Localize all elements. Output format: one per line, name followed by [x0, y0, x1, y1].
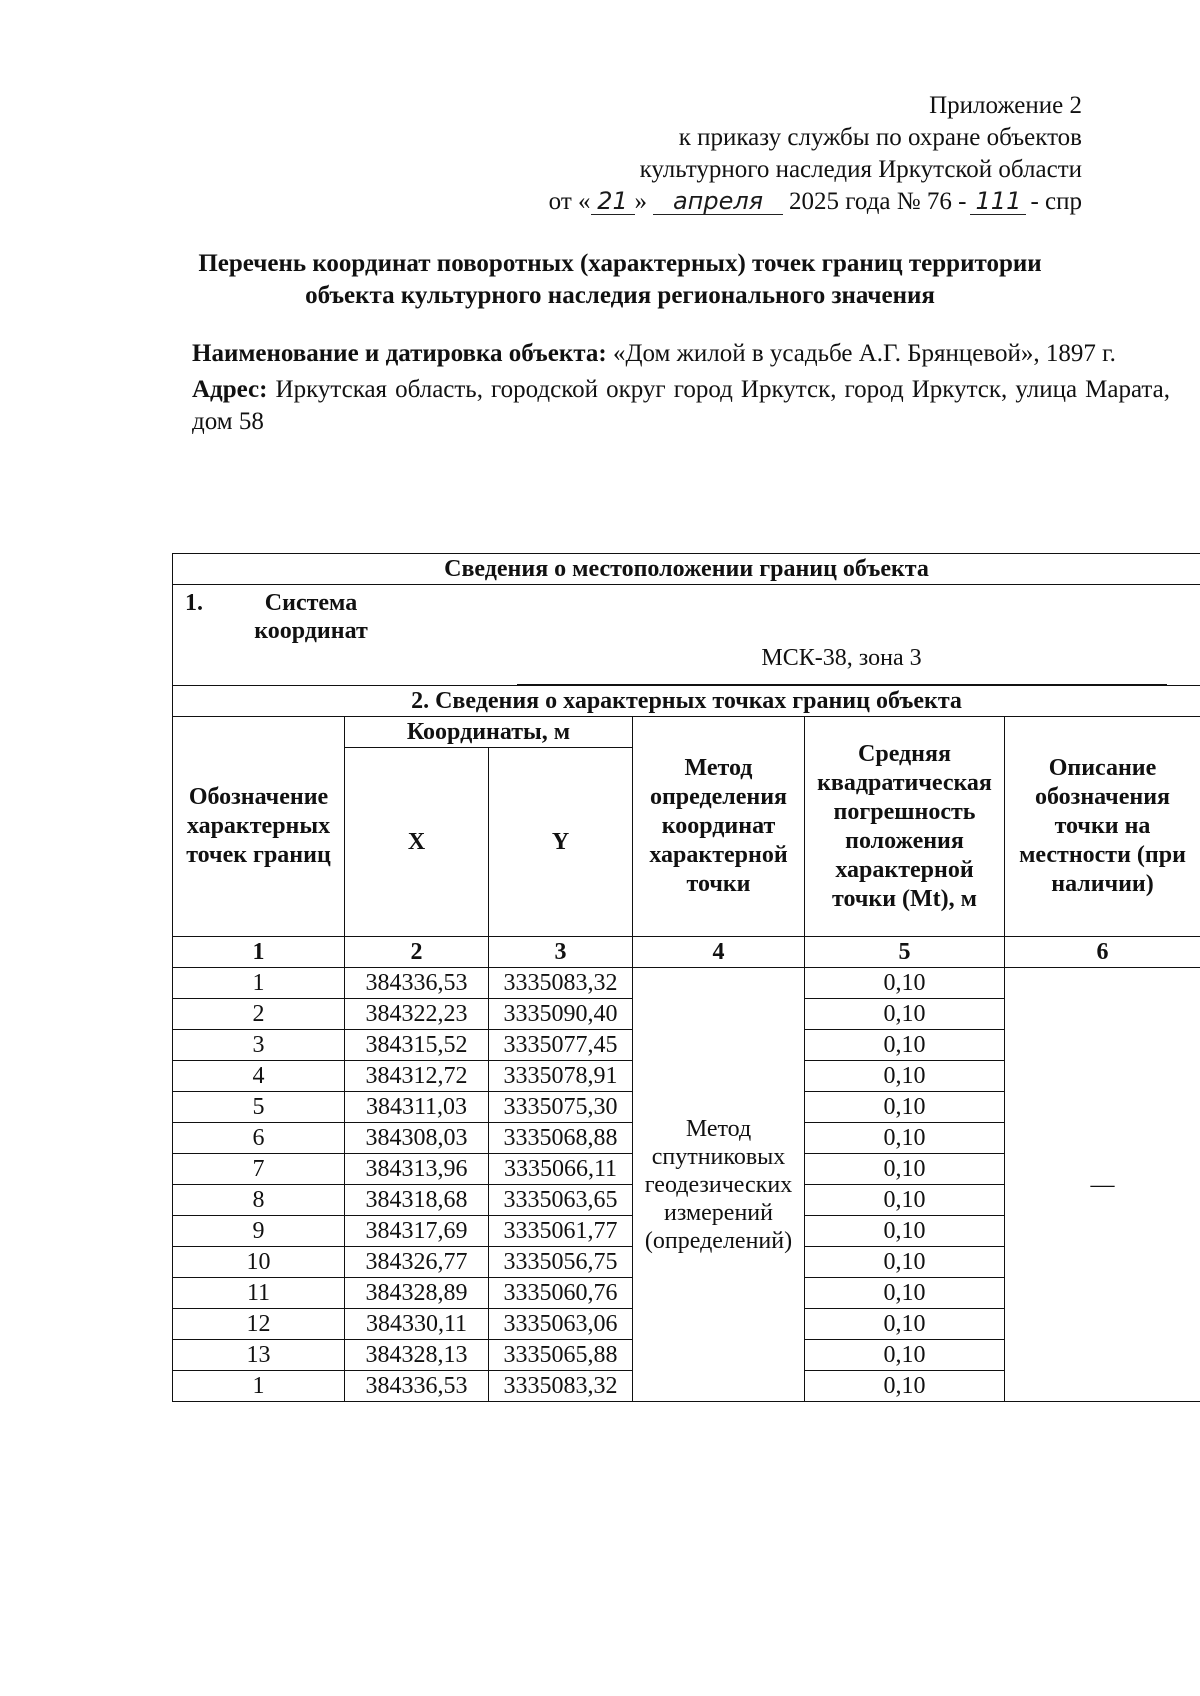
- accuracy-mt: 0,10: [805, 1030, 1005, 1061]
- coordinate-x: 384317,69: [345, 1216, 489, 1247]
- column-number: 5: [805, 937, 1005, 968]
- handwritten-order-number: 111: [970, 188, 1026, 215]
- coordinate-y: 3335090,40: [489, 999, 633, 1030]
- coordinate-x: 384322,23: [345, 999, 489, 1030]
- object-address-label: Адрес:: [192, 376, 268, 403]
- section-location-heading: Сведения о местоположении границ объекта: [173, 554, 1200, 585]
- point-designation: 8: [173, 1185, 345, 1216]
- coordinate-y: 3335078,91: [489, 1061, 633, 1092]
- coordinate-y: 3335083,32: [489, 1371, 633, 1402]
- accuracy-mt: 0,10: [805, 1154, 1005, 1185]
- coordinate-system-number: 1.: [185, 590, 203, 616]
- coordinate-x: 384311,03: [345, 1092, 489, 1123]
- column-numbers-row: [173, 937, 1200, 968]
- header-method: Метод определения координат характерной точки: [633, 717, 805, 937]
- coordinate-system-cell: [173, 585, 1200, 686]
- point-designation: 4: [173, 1061, 345, 1092]
- coordinate-x: 384326,77: [345, 1247, 489, 1278]
- accuracy-mt: 0,10: [805, 1278, 1005, 1309]
- handwritten-day: 21: [591, 188, 635, 215]
- coordinate-system-label: [177, 585, 1196, 645]
- accuracy-mt: 0,10: [805, 1247, 1005, 1278]
- table-row: [173, 968, 1200, 999]
- header-designation: Обозначение характерных точек границ: [173, 717, 345, 937]
- accuracy-mt: 0,10: [805, 1216, 1005, 1247]
- coordinate-y: 3335060,76: [489, 1278, 633, 1309]
- method-cell: Метод спутниковых геодезических измерений (определений): [633, 968, 805, 1402]
- coordinate-x: 384328,13: [345, 1340, 489, 1371]
- point-designation: 13: [173, 1340, 345, 1371]
- coordinates-table: [172, 553, 1200, 1402]
- title-line-1: Перечень координат поворотных (характерных) точек границ территории: [198, 250, 1042, 277]
- coordinate-y: 3335077,45: [489, 1030, 633, 1061]
- point-designation: 7: [173, 1154, 345, 1185]
- coordinate-y: 3335075,30: [489, 1092, 633, 1123]
- accuracy-mt: 0,10: [805, 1309, 1005, 1340]
- appendix-title: Приложение 2: [929, 92, 1082, 119]
- accuracy-mt: 0,10: [805, 999, 1005, 1030]
- accuracy-mt: 0,10: [805, 968, 1005, 999]
- object-info: [192, 338, 1170, 438]
- appendix-header: [442, 90, 1082, 218]
- coordinate-y: 3335066,11: [489, 1154, 633, 1185]
- appendix-date-line: [442, 186, 1082, 218]
- order-suffix: - спр: [1030, 188, 1082, 215]
- object-name: [192, 338, 1170, 370]
- point-designation: 1: [173, 968, 345, 999]
- title-line-2: объекта культурного наследия регионального значения: [305, 282, 935, 309]
- coordinate-y: 3335061,77: [489, 1216, 633, 1247]
- coordinate-x: 384312,72: [345, 1061, 489, 1092]
- column-number: 6: [1005, 937, 1200, 968]
- column-number: 4: [633, 937, 805, 968]
- point-designation: 5: [173, 1092, 345, 1123]
- appendix-authority-line: культурного наследия Иркутской области: [639, 156, 1082, 183]
- point-designation: 1: [173, 1371, 345, 1402]
- header-y: Y: [489, 748, 633, 937]
- coordinate-y: 3335056,75: [489, 1247, 633, 1278]
- object-address: [192, 374, 1170, 438]
- point-designation: 10: [173, 1247, 345, 1278]
- point-designation: 12: [173, 1309, 345, 1340]
- point-designation: 6: [173, 1123, 345, 1154]
- header-description: Описание обозначения точки на местности (при наличии): [1005, 717, 1200, 937]
- column-number: 2: [345, 937, 489, 968]
- coordinate-x: 384308,03: [345, 1123, 489, 1154]
- accuracy-mt: 0,10: [805, 1185, 1005, 1216]
- coordinate-system-value: МСК-38, зона 3: [517, 645, 1167, 685]
- coordinate-x: 384336,53: [345, 1371, 489, 1402]
- handwritten-month: апреля: [653, 188, 783, 215]
- accuracy-mt: 0,10: [805, 1340, 1005, 1371]
- accuracy-mt: 0,10: [805, 1061, 1005, 1092]
- section-points-heading: 2. Сведения о характерных точках границ объекта: [173, 686, 1200, 717]
- accuracy-mt: 0,10: [805, 1123, 1005, 1154]
- coordinate-system-label-text: Система координат: [254, 590, 368, 644]
- document-title: [175, 248, 1065, 312]
- column-number: 1: [173, 937, 345, 968]
- header-x: X: [345, 748, 489, 937]
- coordinate-x: 384315,52: [345, 1030, 489, 1061]
- coordinate-x: 384318,68: [345, 1185, 489, 1216]
- object-name-value: «Дом жилой в усадьбе А.Г. Брянцевой», 1897 г.: [612, 340, 1116, 367]
- coordinate-x: 384330,11: [345, 1309, 489, 1340]
- header-accuracy: Средняя квадратическая погрешность положения характерной точки (Mt), м: [805, 717, 1005, 937]
- coordinates-rows: [173, 968, 1200, 1402]
- point-designation: 11: [173, 1278, 345, 1309]
- date-year: 2025 года № 76 -: [789, 188, 967, 215]
- accuracy-mt: 0,10: [805, 1371, 1005, 1402]
- object-name-label: Наименование и датировка объекта:: [192, 340, 607, 367]
- date-prefix: от «: [548, 188, 591, 215]
- coordinate-y: 3335068,88: [489, 1123, 633, 1154]
- accuracy-mt: 0,10: [805, 1092, 1005, 1123]
- description-cell: —: [1005, 968, 1200, 1402]
- coordinate-y: 3335065,88: [489, 1340, 633, 1371]
- coordinate-x: 384328,89: [345, 1278, 489, 1309]
- appendix-order-line: к приказу службы по охране объектов: [678, 124, 1082, 151]
- coordinate-y: 3335063,06: [489, 1309, 633, 1340]
- point-designation: 2: [173, 999, 345, 1030]
- coordinate-x: 384336,53: [345, 968, 489, 999]
- date-close-quote: »: [634, 188, 648, 215]
- column-number: 3: [489, 937, 633, 968]
- header-coordinates: Координаты, м: [345, 717, 633, 748]
- coordinate-y: 3335063,65: [489, 1185, 633, 1216]
- coordinate-y: 3335083,32: [489, 968, 633, 999]
- object-address-value: Иркутская область, городской округ город Иркутск, город Иркутск, улица Марата, дом 58: [192, 376, 1171, 435]
- coordinate-x: 384313,96: [345, 1154, 489, 1185]
- point-designation: 9: [173, 1216, 345, 1247]
- point-designation: 3: [173, 1030, 345, 1061]
